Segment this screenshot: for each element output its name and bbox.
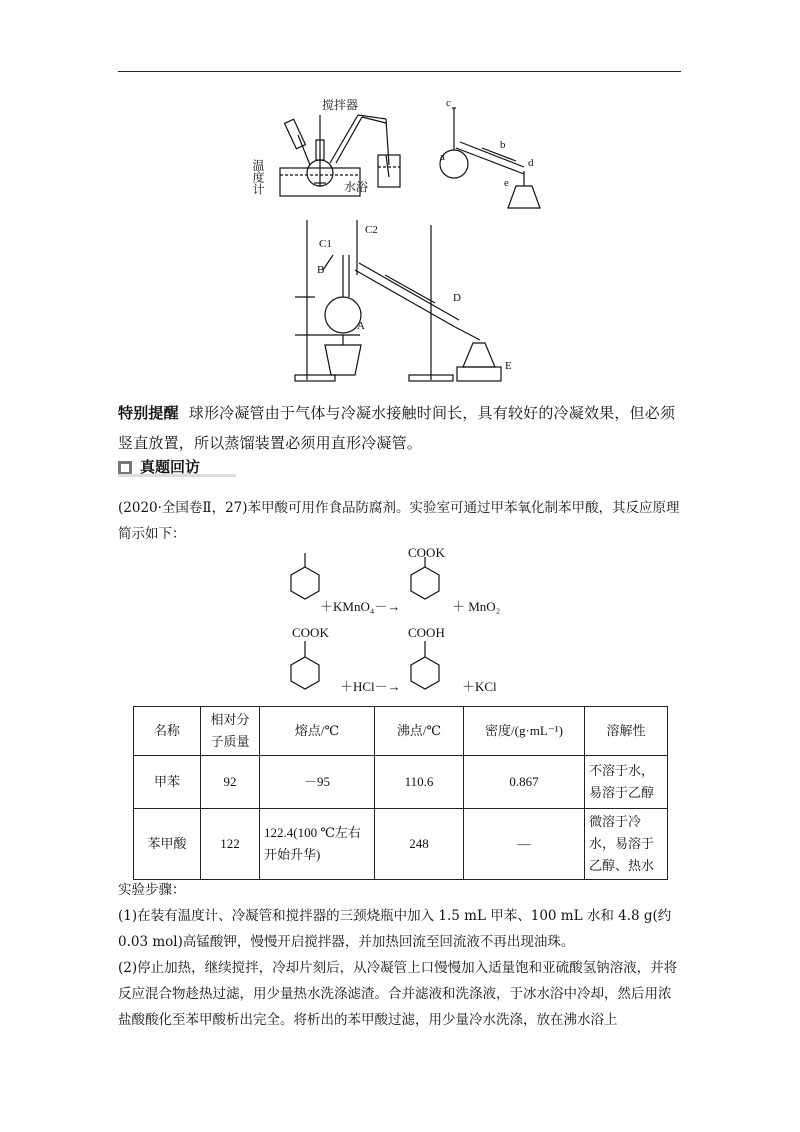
cell: 92 (201, 756, 260, 809)
step-2: (2)停止加热，继续搅拌，冷却片刻后，从冷凝管上口慢慢加入适量饱和亚硫酸氢钠溶液，并将反应混合物趁热过滤，用少量热水洗涤滤渣。合并滤液和洗涤液，于冰水浴中冷却，然后用浓盐酸酸化至苯甲酸析出完全。将析出的苯甲酸过滤，用少量冷水洗涤，放在沸水浴上 (118, 960, 678, 1028)
cell: 0.867 (464, 756, 585, 809)
note-text: 球形冷凝管由于气体与冷凝水接触时间长，具有较好的冷凝效果，但必须竖直放置，所以蒸馏装置必须用直形冷凝管。 (118, 404, 676, 452)
header-density: 密度/(g·mL⁻¹) (464, 707, 585, 756)
special-note (118, 398, 684, 458)
r2-reactant-group: COOK (292, 625, 329, 640)
header-mass: 相对分子质量 (201, 707, 260, 756)
label-A: A (357, 320, 365, 332)
r1-byproduct: ＋ MnO₂ (452, 599, 501, 614)
distillation-apparatus-figure (432, 96, 552, 211)
thermometer-label: 温度计 (251, 159, 265, 195)
cell: 248 (375, 809, 464, 880)
header-rule (118, 71, 681, 72)
label-c1: C1 (319, 238, 332, 250)
table-header-row (134, 707, 668, 756)
question-intro: (2020·全国卷Ⅱ，27)苯甲酸可用作食品防腐剂。实验室可通过甲苯氧化制苯甲酸，其反应原理简示如下： (118, 500, 680, 542)
label-d: d (528, 157, 534, 169)
r1-product-group: COOK (408, 545, 445, 560)
stirrer-label: 搅拌器 (322, 98, 359, 112)
cell: 甲苯 (134, 756, 201, 809)
properties-table (133, 706, 668, 880)
cell: — (464, 809, 585, 880)
label-B: B (317, 264, 325, 276)
r1-reagent: ＋KMnO₄－→ (320, 599, 401, 614)
header-bp: 沸点/℃ (375, 707, 464, 756)
header-mp: 熔点/℃ (260, 707, 375, 756)
label-b: b (500, 139, 506, 151)
reflux-apparatus-figure (251, 95, 418, 200)
table-row (134, 756, 668, 809)
water-bath-label: 水浴 (344, 180, 369, 194)
full-distillation-figure (285, 215, 525, 390)
cell: 122.4(100 ℃左右开始升华) (260, 809, 375, 880)
cell: 122 (201, 809, 260, 880)
steps-title: 实验步骤： (118, 882, 186, 898)
note-lead: 特别提醒 (118, 404, 179, 422)
cell: 110.6 (375, 756, 464, 809)
label-e: e (504, 177, 509, 189)
label-a: a (440, 151, 445, 163)
reaction-scheme (280, 545, 520, 705)
cell: 不溶于水，易溶于乙醇 (585, 756, 668, 809)
r2-product-group: COOH (408, 625, 445, 640)
cell: －95 (260, 756, 375, 809)
header-solubility: 溶解性 (585, 707, 668, 756)
table-row (134, 809, 668, 880)
label-D: D (453, 292, 461, 304)
cell: 苯甲酸 (134, 809, 201, 880)
r2-byproduct: ＋KCl (462, 679, 497, 694)
header-name: 名称 (134, 707, 201, 756)
label-c: c (446, 97, 451, 109)
label-c2: C2 (365, 224, 378, 236)
section-title: 真题回访 (140, 458, 201, 476)
r2-reagent: ＋HCl－→ (340, 679, 401, 694)
label-E: E (505, 360, 512, 372)
step-1: (1)在装有温度计、冷凝管和搅拌器的三颈烧瓶中加入 1.5 mL 甲苯、100 mL 水和 4.8 g(约 0.03 mol)高锰酸钾，慢慢开启搅拌器，并加热回流至回流液不再出现油珠。 (118, 908, 672, 950)
cell: 微溶于冷水，易溶于乙醇、热水 (585, 809, 668, 880)
